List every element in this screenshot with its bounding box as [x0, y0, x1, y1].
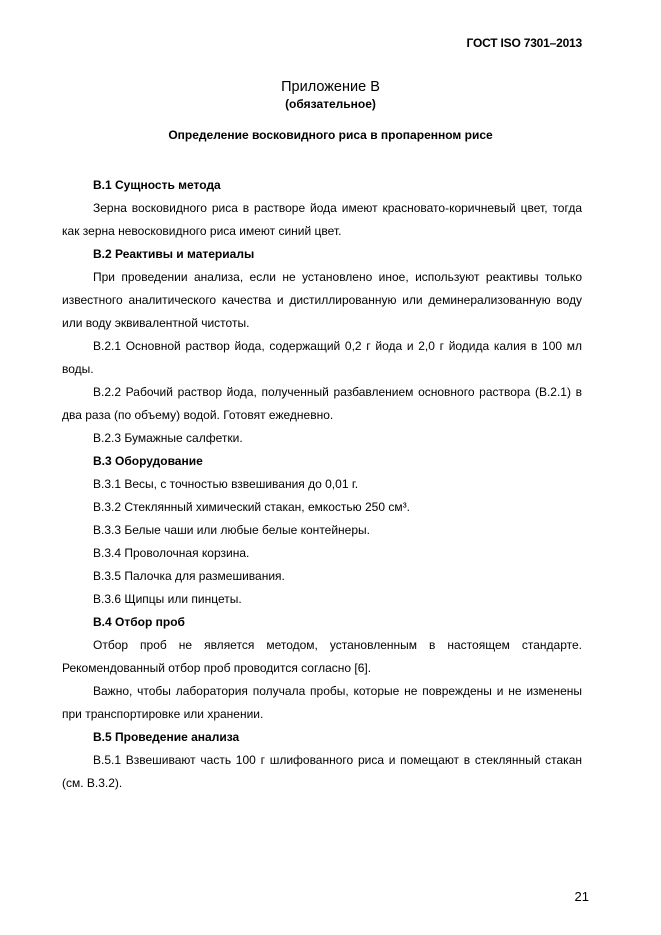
- section-heading: В.5 Проведение анализа: [93, 730, 240, 744]
- standard-code: ГОСТ ISO 7301–2013: [466, 36, 582, 50]
- paragraph: В.3.2 Стеклянный химический стакан, емкостью 250 см³.: [93, 500, 410, 514]
- paragraph: В.3.3 Белые чаши или любые белые контейнеры.: [93, 523, 370, 537]
- paragraph: При проведении анализа, если не установлено иное, используют реактивы только известного аналитического качества и дистиллированную или деминерализованную воду или воду эквивалентной чистоты.: [62, 270, 582, 330]
- paragraph: В.3.4 Проволочная корзина.: [93, 546, 250, 560]
- section-heading: В.3 Оборудование: [93, 454, 203, 468]
- paragraph: В.2.1 Основной раствор йода, содержащий 0,2 г йода и 2,0 г йодида калия в 100 мл воды.: [62, 339, 582, 376]
- appendix-subtitle: (обязательное): [285, 97, 376, 111]
- paragraph: Отбор проб не является методом, установленным в настоящем стандарте. Рекомендованный отбор проб проводится согласно [6].: [62, 638, 582, 675]
- section-heading: В.4 Отбор проб: [93, 615, 185, 629]
- section-heading: В.2 Реактивы и материалы: [93, 247, 255, 261]
- section-heading: В.1 Сущность метода: [93, 178, 221, 192]
- paragraph: В.5.1 Взвешивают часть 100 г шлифованного риса и помещают в стеклянный стакан (см. В.3.2).: [62, 753, 582, 790]
- document-body: [62, 174, 582, 795]
- appendix-heading: Определение восковидного риса в пропаренном рисе: [168, 128, 493, 142]
- paragraph: В.2.3 Бумажные салфетки.: [93, 431, 243, 445]
- paragraph: В.2.2 Рабочий раствор йода, полученный разбавлением основного раствора (В.2.1) в два раза (по объему) водой. Готовят ежедневно.: [62, 385, 582, 422]
- paragraph: В.3.5 Палочка для размешивания.: [93, 569, 285, 583]
- paragraph: В.3.1 Весы, с точностью взвешивания до 0,01 г.: [93, 477, 359, 491]
- paragraph: Важно, чтобы лаборатория получала пробы, которые не повреждены и не изменены при транспортировке или хранении.: [62, 684, 582, 721]
- paragraph: В.3.6 Щипцы или пинцеты.: [93, 592, 242, 606]
- page-number: 21: [574, 889, 589, 904]
- paragraph: Зерна восковидного риса в растворе йода имеют красновато-коричневый цвет, тогда как зерна невосковидного риса имеют синий цвет.: [62, 201, 582, 238]
- appendix-title: Приложение В: [281, 79, 380, 95]
